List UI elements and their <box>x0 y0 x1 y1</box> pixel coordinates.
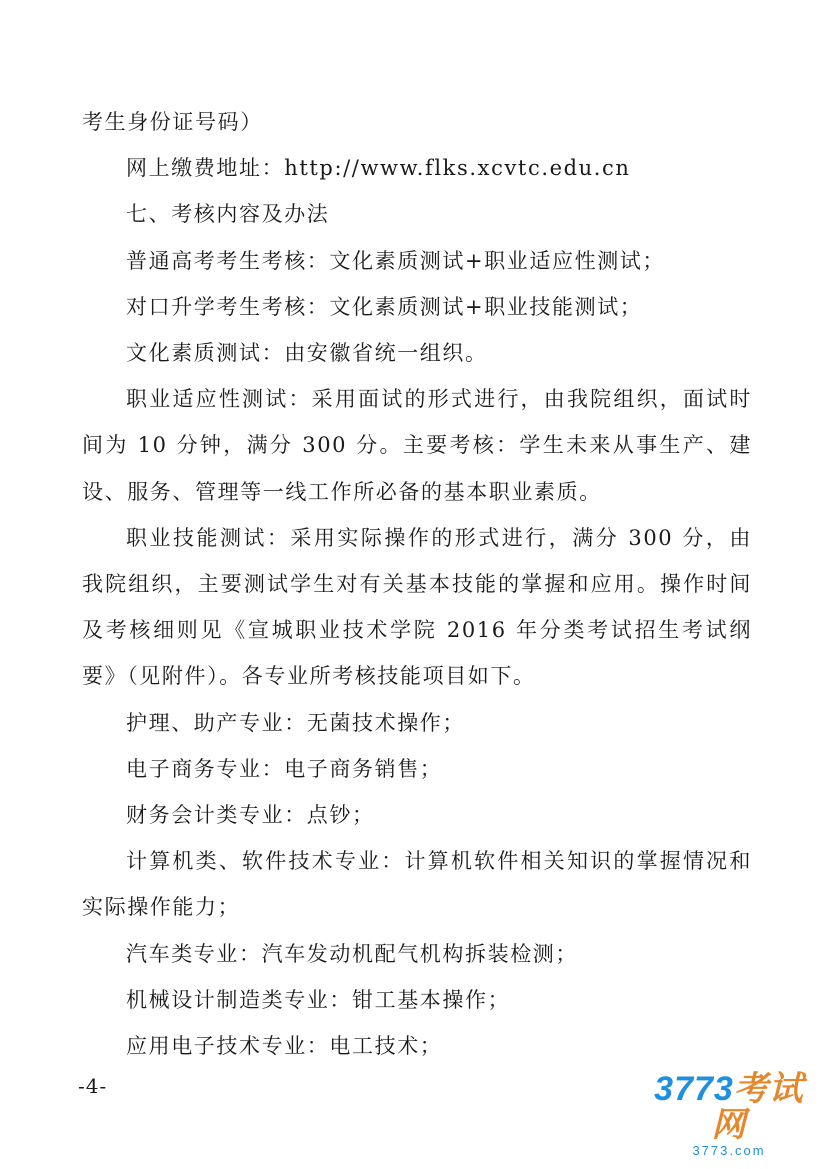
paragraph: 普通高考考生考核：文化素质测试+职业适应性测试； <box>126 248 665 273</box>
paragraph: 网上缴费地址：http://www.flks.xcvtc.edu.cn <box>126 156 631 181</box>
section-heading: 七、考核内容及办法 <box>126 202 330 227</box>
paragraph: 计算机类、软件技术专业：计算机软件相关知识的掌握情况和实际操作能力； <box>82 849 752 920</box>
paragraph: 对口升学考生考核：文化素质测试+职业技能测试； <box>126 294 643 319</box>
paragraph: 电子商务专业：电子商务销售； <box>126 756 443 781</box>
watermark-logo <box>644 1071 814 1159</box>
paragraph: 文化素质测试：由安徽省统一组织。 <box>126 341 488 366</box>
paragraph: 财务会计类专业：点钞； <box>126 803 375 828</box>
paragraph: 职业适应性测试：采用面试的形式进行，由我院组织，面试时间为 10 分钟，满分 300 分。主要考核：学生未来从事生产、建设、服务、管理等一线工作所必备的基本职业素质。 <box>82 387 752 504</box>
watermark-text: 考试网 <box>711 1070 804 1144</box>
watermark-site: 3773.com <box>692 1143 766 1158</box>
paragraph: 考生身份证号码） <box>82 110 263 134</box>
paragraph: 应用电子技术专业：电工技术； <box>126 1034 443 1059</box>
paragraph: 机械设计制造类专业：钳工基本操作； <box>126 987 511 1012</box>
paragraph: 汽车类专业：汽车发动机配气机构拆装检测； <box>126 941 578 966</box>
body-text <box>82 99 752 1069</box>
paragraph: 护理、助产专业：无菌技术操作； <box>126 710 465 735</box>
page-number: -4- <box>78 1074 108 1098</box>
watermark-brand <box>644 1071 814 1143</box>
watermark-digits: 3773 <box>654 1070 734 1108</box>
paragraph: 职业技能测试：采用实际操作的形式进行，满分 300 分，由我院组织，主要测试学生对有关基本技能的掌握和应用。操作时间及考核细则见《宣城职业技术学院 2016 年分类考试招生考试纲要》（见附件）。各专业所考核技能项目如下。 <box>82 525 752 689</box>
